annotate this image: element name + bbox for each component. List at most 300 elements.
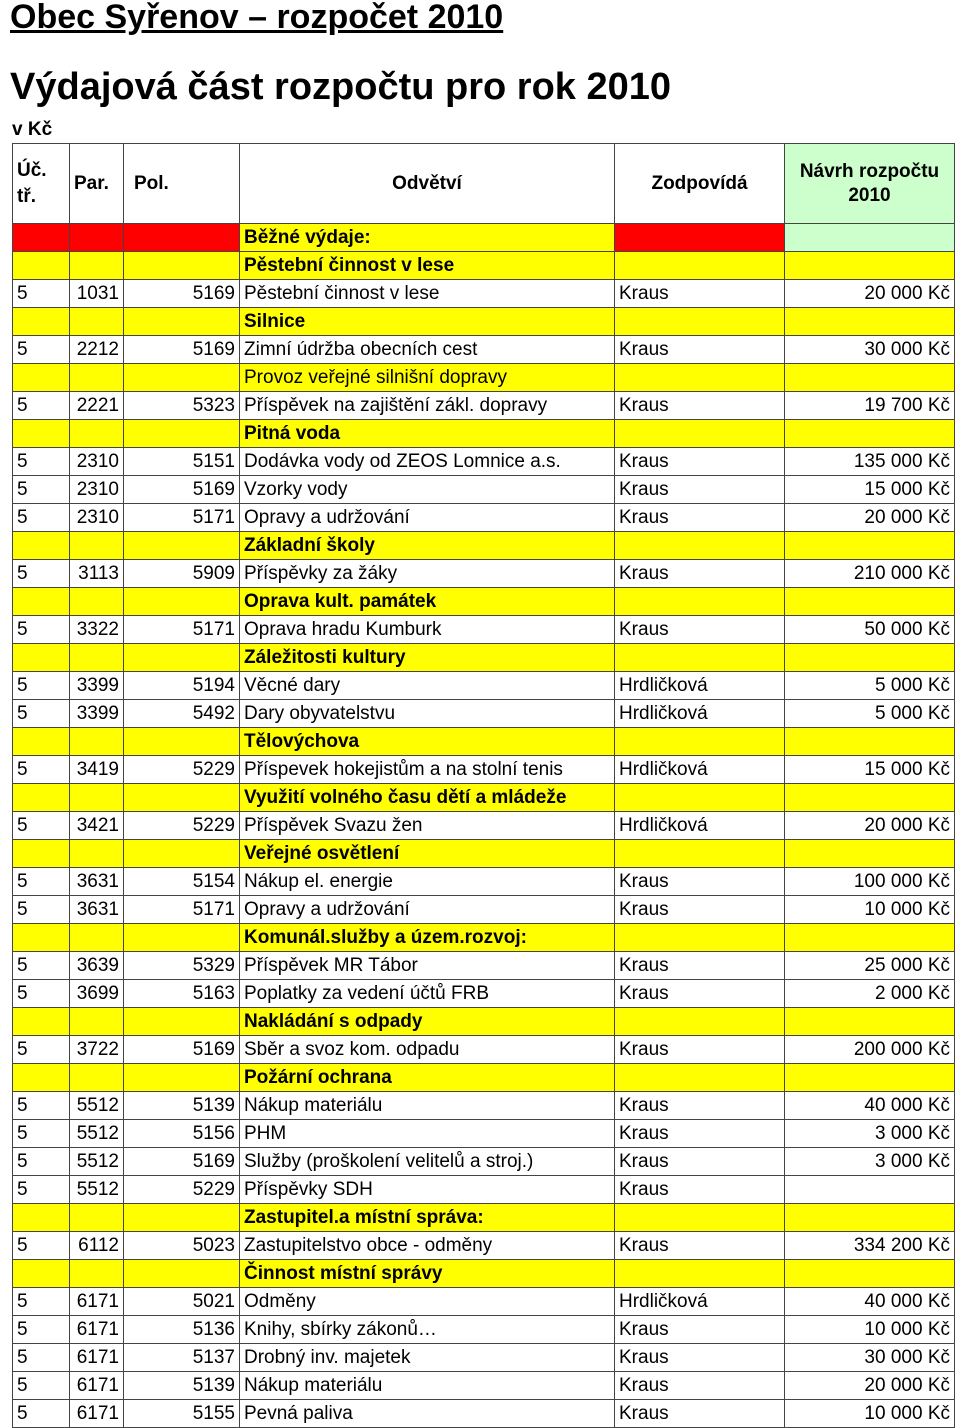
cell-empty — [13, 420, 70, 448]
category-row — [13, 1008, 955, 1036]
table-row — [13, 560, 955, 588]
category-row — [13, 1064, 955, 1092]
category-row — [13, 588, 955, 616]
table-row — [13, 1372, 955, 1400]
table-row — [13, 1120, 955, 1148]
cell-ucetni-trida: 5 — [13, 504, 70, 532]
cell-zodpovida: Kraus — [615, 392, 785, 420]
cell-empty — [615, 308, 785, 336]
cell-odvetvi: Nákup materiálu — [240, 1092, 615, 1120]
cell-polozka: 5171 — [124, 896, 240, 924]
cell-ucetni-trida: 5 — [13, 1148, 70, 1176]
cell-zodpovida: Kraus — [615, 1316, 785, 1344]
category-row — [13, 728, 955, 756]
table-row — [13, 756, 955, 784]
cell-polozka: 5163 — [124, 980, 240, 1008]
cell-empty — [785, 784, 955, 812]
category-label: Běžné výdaje: — [240, 224, 615, 252]
cell-empty — [13, 1204, 70, 1232]
category-row — [13, 252, 955, 280]
cell-paragraf: 2310 — [70, 504, 124, 532]
cell-paragraf: 2310 — [70, 448, 124, 476]
cell-ucetni-trida: 5 — [13, 868, 70, 896]
cell-paragraf: 3419 — [70, 756, 124, 784]
category-label: Nakládání s odpady — [240, 1008, 615, 1036]
cell-paragraf: 3639 — [70, 952, 124, 980]
table-row — [13, 1092, 955, 1120]
cell-empty — [124, 644, 240, 672]
cell-castka: 30 000 Kč — [785, 1344, 955, 1372]
cell-empty — [785, 420, 955, 448]
category-label: Požární ochrana — [240, 1064, 615, 1092]
table-row — [13, 1344, 955, 1372]
cell-castka: 15 000 Kč — [785, 476, 955, 504]
cell-polozka: 5323 — [124, 392, 240, 420]
cell-zodpovida: Hrdličková — [615, 756, 785, 784]
cell-empty — [124, 588, 240, 616]
cell-empty — [70, 364, 124, 392]
cell-odvetvi: Nákup el. energie — [240, 868, 615, 896]
cell-zodpovida: Kraus — [615, 1120, 785, 1148]
cell-castka: 20 000 Kč — [785, 504, 955, 532]
cell-paragraf: 3399 — [70, 700, 124, 728]
cell-ucetni-trida: 5 — [13, 1316, 70, 1344]
cell-castka: 3 000 Kč — [785, 1120, 955, 1148]
cell-empty — [124, 840, 240, 868]
cell-castka: 20 000 Kč — [785, 1372, 955, 1400]
cell-odvetvi: Knihy, sbírky zákonů… — [240, 1316, 615, 1344]
cell-odvetvi: Příspěvek MR Tábor — [240, 952, 615, 980]
category-label: Oprava kult. památek — [240, 588, 615, 616]
cell-empty — [615, 1260, 785, 1288]
cell-paragraf: 3399 — [70, 672, 124, 700]
cell-empty — [13, 924, 70, 952]
cell-empty — [70, 924, 124, 952]
category-label: Záležitosti kultury — [240, 644, 615, 672]
cell-empty — [124, 784, 240, 812]
category-row — [13, 308, 955, 336]
cell-paragraf: 6171 — [70, 1372, 124, 1400]
cell-ucetni-trida: 5 — [13, 672, 70, 700]
cell-zodpovida: Kraus — [615, 1148, 785, 1176]
cell-paragraf: 6171 — [70, 1400, 124, 1428]
cell-zodpovida: Kraus — [615, 1036, 785, 1064]
table-row — [13, 616, 955, 644]
category-row — [13, 420, 955, 448]
cell-paragraf: 2221 — [70, 392, 124, 420]
cell-zodpovida: Hrdličková — [615, 672, 785, 700]
table-header-row — [13, 144, 955, 224]
cell-ucetni-trida: 5 — [13, 336, 70, 364]
table-row — [13, 868, 955, 896]
cell-ucetni-trida: 5 — [13, 1232, 70, 1260]
cell-empty — [13, 840, 70, 868]
currency-unit: v Kč — [12, 119, 53, 140]
cell-ucetni-trida: 5 — [13, 1400, 70, 1428]
cell-empty — [70, 588, 124, 616]
cell-ucetni-trida: 5 — [13, 1288, 70, 1316]
cell-paragraf: 5512 — [70, 1120, 124, 1148]
cell-empty — [785, 252, 955, 280]
cell-castka: 200 000 Kč — [785, 1036, 955, 1064]
cell-empty — [785, 840, 955, 868]
cell-empty — [70, 1204, 124, 1232]
category-label: Činnost místní správy — [240, 1260, 615, 1288]
cell-zodpovida: Kraus — [615, 560, 785, 588]
cell-empty — [13, 252, 70, 280]
table-row — [13, 812, 955, 840]
cell-empty — [13, 308, 70, 336]
cell-empty — [124, 1008, 240, 1036]
cell-zodpovida: Kraus — [615, 504, 785, 532]
cell-odvetvi: Příspěvky SDH — [240, 1176, 615, 1204]
section-title: Výdajová část rozpočtu pro rok 2010 — [10, 66, 672, 108]
cell-empty — [785, 1260, 955, 1288]
cell-odvetvi: Opravy a udržování — [240, 896, 615, 924]
cell-empty — [13, 784, 70, 812]
cell-zodpovida: Kraus — [615, 868, 785, 896]
cell-empty — [124, 1064, 240, 1092]
cell-zodpovida: Kraus — [615, 1400, 785, 1428]
cell-castka: 20 000 Kč — [785, 812, 955, 840]
cell-polozka: 5169 — [124, 1036, 240, 1064]
cell-ucetni-trida: 5 — [13, 1036, 70, 1064]
cell-castka: 10 000 Kč — [785, 1316, 955, 1344]
cell-odvetvi: Pěstební činnost v lese — [240, 280, 615, 308]
cell-polozka: 5169 — [124, 1148, 240, 1176]
table-row — [13, 448, 955, 476]
cell-polozka: 5154 — [124, 868, 240, 896]
cell-paragraf: 6171 — [70, 1288, 124, 1316]
cell-polozka: 5194 — [124, 672, 240, 700]
cell-polozka: 5155 — [124, 1400, 240, 1428]
table-body — [13, 224, 955, 1428]
cell-polozka: 5229 — [124, 756, 240, 784]
category-row — [13, 1204, 955, 1232]
cell-ucetni-trida: 5 — [13, 980, 70, 1008]
cell-castka: 50 000 Kč — [785, 616, 955, 644]
cell-castka: 100 000 Kč — [785, 868, 955, 896]
cell-zodpovida: Kraus — [615, 616, 785, 644]
cell-empty — [13, 644, 70, 672]
cell-polozka: 5171 — [124, 504, 240, 532]
cell-paragraf: 3631 — [70, 896, 124, 924]
document-title: Obec Syřenov – rozpočet 2010 — [10, 0, 504, 36]
cell-zodpovida: Kraus — [615, 896, 785, 924]
cell-polozka: 5139 — [124, 1092, 240, 1120]
cell-paragraf: 3322 — [70, 616, 124, 644]
cell-ucetni-trida: 5 — [13, 476, 70, 504]
cell-empty — [785, 364, 955, 392]
category-label: Pěstební činnost v lese — [240, 252, 615, 280]
category-row — [13, 924, 955, 952]
cell-castka: 5 000 Kč — [785, 672, 955, 700]
cell-odvetvi: Zimní údržba obecních cest — [240, 336, 615, 364]
table-row — [13, 1232, 955, 1260]
cell-empty — [13, 532, 70, 560]
cell-castka: 3 000 Kč — [785, 1148, 955, 1176]
cell-paragraf: 2310 — [70, 476, 124, 504]
cell-odvetvi: Příspěvek Svazu žen — [240, 812, 615, 840]
cell-empty — [615, 588, 785, 616]
cell-zodpovida: Kraus — [615, 1092, 785, 1120]
cell-zodpovida: Kraus — [615, 280, 785, 308]
cell-ucetni-trida: 5 — [13, 1372, 70, 1400]
cell-paragraf: 6171 — [70, 1344, 124, 1372]
cell-castka: 30 000 Kč — [785, 336, 955, 364]
header-ucetni-trida: Úč. tř. — [13, 144, 70, 224]
cell-ucetni-trida: 5 — [13, 392, 70, 420]
cell-polozka: 5329 — [124, 952, 240, 980]
cell-empty — [785, 924, 955, 952]
cell-empty — [785, 728, 955, 756]
table-row — [13, 700, 955, 728]
cell-zodpovida: Hrdličková — [615, 700, 785, 728]
cell-castka: 135 000 Kč — [785, 448, 955, 476]
category-label: Veřejné osvětlení — [240, 840, 615, 868]
cell-empty — [615, 728, 785, 756]
cell-odvetvi: PHM — [240, 1120, 615, 1148]
category-label: Komunál.služby a územ.rozvoj: — [240, 924, 615, 952]
cell-castka: 40 000 Kč — [785, 1288, 955, 1316]
cell-empty — [13, 224, 70, 252]
table-row — [13, 896, 955, 924]
cell-empty — [785, 1008, 955, 1036]
cell-odvetvi: Sběr a svoz kom. odpadu — [240, 1036, 615, 1064]
cell-empty — [70, 420, 124, 448]
cell-empty — [70, 784, 124, 812]
category-label: Základní školy — [240, 532, 615, 560]
cell-ucetni-trida: 5 — [13, 812, 70, 840]
cell-castka: 19 700 Kč — [785, 392, 955, 420]
table-row — [13, 980, 955, 1008]
cell-ucetni-trida: 5 — [13, 1092, 70, 1120]
cell-ucetni-trida: 5 — [13, 616, 70, 644]
cell-castka: 10 000 Kč — [785, 896, 955, 924]
cell-polozka: 5139 — [124, 1372, 240, 1400]
table-row — [13, 1316, 955, 1344]
cell-empty — [615, 252, 785, 280]
cell-paragraf: 6171 — [70, 1316, 124, 1344]
category-label: Silnice — [240, 308, 615, 336]
cell-ucetni-trida: 5 — [13, 700, 70, 728]
cell-empty — [124, 224, 240, 252]
cell-polozka: 5021 — [124, 1288, 240, 1316]
cell-ucetni-trida: 5 — [13, 896, 70, 924]
cell-polozka: 5156 — [124, 1120, 240, 1148]
cell-paragraf: 6112 — [70, 1232, 124, 1260]
cell-odvetvi: Oprava hradu Kumburk — [240, 616, 615, 644]
cell-ucetni-trida: 5 — [13, 1176, 70, 1204]
header-paragraf: Par. — [70, 144, 124, 224]
cell-empty — [70, 644, 124, 672]
cell-odvetvi: Pevná paliva — [240, 1400, 615, 1428]
header-odvetvi: Odvětví — [240, 144, 615, 224]
cell-empty — [13, 364, 70, 392]
cell-odvetvi: Vzorky vody — [240, 476, 615, 504]
cell-zodpovida: Hrdličková — [615, 812, 785, 840]
category-label: Provoz veřejné silnišní dopravy — [240, 364, 615, 392]
cell-polozka: 5169 — [124, 476, 240, 504]
category-row — [13, 784, 955, 812]
cell-polozka: 5169 — [124, 280, 240, 308]
table-row — [13, 672, 955, 700]
cell-empty — [124, 728, 240, 756]
cell-empty — [124, 532, 240, 560]
cell-zodpovida: Kraus — [615, 476, 785, 504]
cell-castka: 210 000 Kč — [785, 560, 955, 588]
cell-ucetni-trida: 5 — [13, 280, 70, 308]
cell-empty — [70, 728, 124, 756]
cell-empty — [13, 1260, 70, 1288]
cell-ucetni-trida: 5 — [13, 952, 70, 980]
cell-odvetvi: Dary obyvatelstvu — [240, 700, 615, 728]
cell-polozka: 5171 — [124, 616, 240, 644]
cell-zodpovida: Kraus — [615, 1372, 785, 1400]
table-row — [13, 1036, 955, 1064]
cell-castka: 5 000 Kč — [785, 700, 955, 728]
cell-empty — [615, 224, 785, 252]
cell-empty — [785, 1064, 955, 1092]
category-label: Pitná voda — [240, 420, 615, 448]
cell-empty — [70, 1008, 124, 1036]
cell-empty — [124, 1260, 240, 1288]
cell-polozka: 5909 — [124, 560, 240, 588]
cell-empty — [785, 224, 955, 252]
table-row — [13, 504, 955, 532]
cell-empty — [615, 644, 785, 672]
cell-ucetni-trida: 5 — [13, 560, 70, 588]
cell-polozka: 5137 — [124, 1344, 240, 1372]
header-navrh-rozpoctu: Návrh rozpočtu 2010 — [785, 144, 955, 224]
cell-polozka: 5229 — [124, 1176, 240, 1204]
cell-empty — [615, 420, 785, 448]
cell-castka: 15 000 Kč — [785, 756, 955, 784]
category-row — [13, 644, 955, 672]
cell-paragraf: 5512 — [70, 1176, 124, 1204]
category-row — [13, 364, 955, 392]
cell-empty — [124, 364, 240, 392]
cell-empty — [124, 924, 240, 952]
cell-odvetvi: Služby (proškolení velitelů a stroj.) — [240, 1148, 615, 1176]
cell-paragraf: 1031 — [70, 280, 124, 308]
table-row — [13, 392, 955, 420]
cell-castka: 20 000 Kč — [785, 280, 955, 308]
cell-paragraf: 5512 — [70, 1092, 124, 1120]
cell-odvetvi: Drobný inv. majetek — [240, 1344, 615, 1372]
cell-paragraf: 2212 — [70, 336, 124, 364]
header-zodpovida: Zodpovídá — [615, 144, 785, 224]
cell-paragraf: 3722 — [70, 1036, 124, 1064]
cell-empty — [13, 728, 70, 756]
cell-zodpovida: Kraus — [615, 336, 785, 364]
cell-empty — [615, 1008, 785, 1036]
category-row — [13, 532, 955, 560]
cell-empty — [785, 308, 955, 336]
cell-zodpovida: Kraus — [615, 1344, 785, 1372]
cell-odvetvi: Poplatky za vedení účtů FRB — [240, 980, 615, 1008]
category-label: Zastupitel.a místní správa: — [240, 1204, 615, 1232]
cell-zodpovida: Kraus — [615, 952, 785, 980]
cell-empty — [70, 1260, 124, 1288]
cell-empty — [70, 1064, 124, 1092]
cell-empty — [124, 1204, 240, 1232]
cell-empty — [124, 252, 240, 280]
cell-odvetvi: Příspěvek na zajištění zákl. dopravy — [240, 392, 615, 420]
budget-table — [12, 143, 955, 1428]
cell-paragraf: 3631 — [70, 868, 124, 896]
cell-polozka: 5169 — [124, 336, 240, 364]
cell-empty — [785, 644, 955, 672]
cell-empty — [615, 1064, 785, 1092]
cell-odvetvi: Příspěvky za žáky — [240, 560, 615, 588]
cell-empty — [785, 1204, 955, 1232]
cell-empty — [615, 784, 785, 812]
cell-zodpovida: Hrdličková — [615, 1288, 785, 1316]
cell-ucetni-trida: 5 — [13, 448, 70, 476]
cell-paragraf: 5512 — [70, 1148, 124, 1176]
cell-castka: 2 000 Kč — [785, 980, 955, 1008]
cell-empty — [615, 1204, 785, 1232]
cell-empty — [13, 1064, 70, 1092]
header-polozka: Pol. — [124, 144, 240, 224]
category-label: Tělovýchova — [240, 728, 615, 756]
cell-odvetvi: Odměny — [240, 1288, 615, 1316]
cell-zodpovida: Kraus — [615, 1232, 785, 1260]
cell-odvetvi: Opravy a udržování — [240, 504, 615, 532]
cell-polozka: 5229 — [124, 812, 240, 840]
cell-castka: 40 000 Kč — [785, 1092, 955, 1120]
cell-empty — [13, 588, 70, 616]
cell-empty — [124, 308, 240, 336]
cell-ucetni-trida: 5 — [13, 756, 70, 784]
cell-polozka: 5023 — [124, 1232, 240, 1260]
table-row — [13, 280, 955, 308]
table-row — [13, 1176, 955, 1204]
cell-polozka: 5492 — [124, 700, 240, 728]
cell-ucetni-trida: 5 — [13, 1344, 70, 1372]
cell-empty — [124, 420, 240, 448]
cell-castka: 25 000 Kč — [785, 952, 955, 980]
cell-ucetni-trida: 5 — [13, 1120, 70, 1148]
cell-empty — [785, 532, 955, 560]
cell-paragraf: 3421 — [70, 812, 124, 840]
cell-castka: 334 200 Kč — [785, 1232, 955, 1260]
cell-odvetvi: Dodávka vody od ZEOS Lomnice a.s. — [240, 448, 615, 476]
cell-empty — [615, 924, 785, 952]
section-band-row — [13, 224, 955, 252]
cell-empty — [615, 364, 785, 392]
cell-empty — [70, 308, 124, 336]
table-row — [13, 476, 955, 504]
table-row — [13, 1400, 955, 1428]
cell-castka — [785, 1176, 955, 1204]
cell-zodpovida: Kraus — [615, 448, 785, 476]
cell-polozka: 5151 — [124, 448, 240, 476]
cell-zodpovida: Kraus — [615, 1176, 785, 1204]
cell-paragraf: 3699 — [70, 980, 124, 1008]
table-row — [13, 1288, 955, 1316]
cell-odvetvi: Věcné dary — [240, 672, 615, 700]
cell-paragraf: 3113 — [70, 560, 124, 588]
category-label: Využití volného času dětí a mládeže — [240, 784, 615, 812]
cell-empty — [70, 532, 124, 560]
cell-empty — [785, 588, 955, 616]
cell-empty — [615, 532, 785, 560]
cell-odvetvi: Nákup materiálu — [240, 1372, 615, 1400]
category-row — [13, 1260, 955, 1288]
cell-odvetvi: Příspevek hokejistům a na stolní tenis — [240, 756, 615, 784]
